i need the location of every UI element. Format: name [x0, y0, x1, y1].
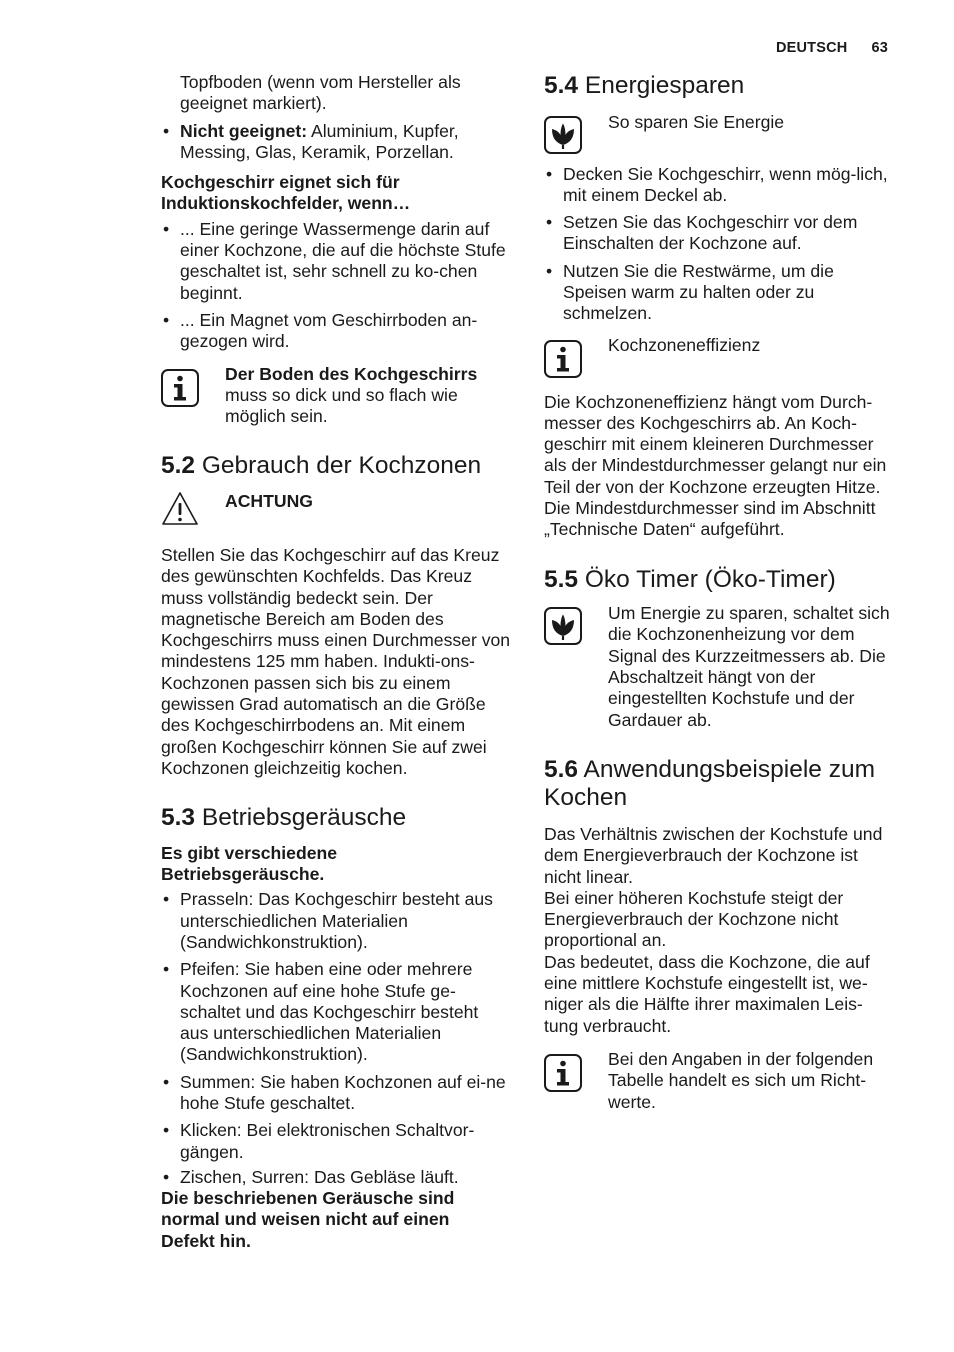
section-heading-5-5: [544, 566, 900, 595]
list-item: • ... Ein Magnet vom Geschirrboden an-gezogen wird.: [161, 310, 515, 353]
list-item: • Prasseln: Das Kochgeschirr besteht aus unterschiedlichen Materialien (Sandwichkonstruktion).: [161, 889, 500, 953]
section-body: Stellen Sie das Kochgeschirr auf das Kreuz des gewünschten Kochfelds. Das Kreuz muss vollständig bedeckt sein. Der magnetische Bereich am Boden des Kochgeschirrs muss einen Durchmesser von mindestens 125 mm haben. Indukti-ons-Kochzonen passen sich bis zu einem gewissen Grad automatisch an die Größe des Kochgeschirrbodens an. Mit einem großen Kochgeschirr können Sie auf zwei Kochzonen gleichzeitig kochen.: [161, 544, 511, 778]
section-number: 5.4: [544, 72, 579, 99]
header-language: DEUTSCH: [775, 40, 848, 56]
page-header: [776, 38, 888, 59]
list-item-not-suitable: [161, 121, 500, 164]
section-heading-5-3: [161, 804, 511, 833]
eco-note: [544, 112, 900, 160]
section-number: 5.2: [161, 452, 196, 480]
noises-intro: Es gibt verschiedene Betriebsgeräusche.: [161, 842, 338, 885]
list-item: • Nutzen Sie die Restwärme, um die Speisen warm zu halten oder zu schmelzen.: [544, 261, 883, 325]
list-item: • Klicken: Bei elektronischen Schaltvor-gängen.: [161, 1120, 510, 1163]
section-heading-5-6: [544, 756, 889, 813]
left-column: [161, 72, 511, 1252]
info-icon: [544, 340, 582, 378]
list-item: • ... Eine geringe Wassermenge darin auf einer Kochzone, die auf die höchste Stufe geschaltet ist, sehr schnell zu ko-chen beginnt.: [161, 219, 515, 304]
paragraph: Das Verhältnis zwischen der Kochstufe und dem Energieverbrauch der Kochzone ist nicht linear.: [544, 823, 883, 887]
noises-closing: Die beschriebenen Geräusche sind normal und weisen nicht auf einen Defekt hin.: [161, 1188, 455, 1251]
list-item: • Zischen, Surren: Das Gebläse läuft.: [161, 1167, 511, 1188]
section-body: [544, 824, 894, 1037]
eco-note-text: Um Energie zu sparen, schaltet sich die Kochzonenheizung vor dem Signal des Kurzzeitmessers ab. Die Abschaltzeit hängt von der eingestellten Kochstufe und der Gardauer ab.: [608, 603, 890, 730]
intro-continuation: Topfboden (wenn vom Hersteller als geeignet markiert).: [180, 72, 461, 114]
info-note: [544, 1049, 900, 1113]
section-title: Anwendungsbeispiele zum Kochen: [544, 755, 875, 812]
info-icon: [544, 1054, 582, 1092]
page-number: 63: [871, 40, 888, 56]
induction-heading: Kochgeschirr eignet sich für Induktionskochfelder, wenn…: [161, 172, 411, 214]
section-body: Die Kochzoneneffizienz hängt vom Durch-messer des Kochgeschirrs ab. An Koch-geschirr mit einem kleineren Durchmesser als der Mindestdurchmesser gelangt nur ein Teil der von der Kochzone erzeugten Hitze. Die Mindestdurchmesser sind im Abschnitt „Technische Daten“ aufgeführt.: [544, 391, 887, 540]
info-note: [544, 335, 900, 383]
section-number: 5.6: [544, 755, 579, 783]
section-number: 5.3: [161, 804, 196, 832]
list-item: • Decken Sie Kochgeschirr, wenn mög-lich, mit einem Deckel ab.: [544, 164, 898, 207]
note-text: [225, 364, 511, 428]
section-title: Gebrauch der Kochzonen: [195, 452, 482, 480]
section-title: Betriebsgeräusche: [195, 804, 407, 832]
paragraph: Bei einer höheren Kochstufe steigt der Energieverbrauch der Kochzone nicht proportional an.: [544, 887, 844, 951]
warning-label: ACHTUNG: [225, 490, 313, 511]
right-column: [544, 72, 900, 1113]
eco-leaf-icon: [544, 607, 582, 645]
warning-icon: [161, 491, 199, 529]
paragraph: Das bedeutet, dass die Kochzone, die auf eine mittlere Kochstufe eingestellt ist, we-niger als die Hälfte ihrer maximalen Leis-tung verbraucht.: [544, 951, 870, 1036]
warning-note: [161, 491, 511, 539]
section-heading-5-2: [161, 452, 511, 481]
info-icon: [161, 369, 199, 407]
eco-note: [544, 603, 900, 731]
section-heading-5-4: [544, 72, 900, 101]
info-note-text: Kochzoneneffizienz: [608, 334, 761, 355]
section-title: Energiesparen: [578, 72, 745, 99]
section-number: 5.5: [544, 565, 579, 593]
section-title: Öko Timer (Öko-Timer): [578, 565, 836, 593]
note-bold: Der Boden des Kochgeschirrs: [225, 363, 478, 384]
eco-note-text: So sparen Sie Energie: [608, 111, 785, 132]
note-rest: muss so dick und so flach wie möglich sein.: [225, 384, 458, 427]
not-suitable-text: Aluminium, Kupfer, Messing, Glas, Keramik, Porzellan.: [180, 120, 459, 162]
info-note-text: Bei den Angaben in der folgenden Tabelle handelt es sich um Richt-werte.: [608, 1048, 874, 1112]
info-note: [161, 364, 511, 428]
eco-leaf-icon: [544, 116, 582, 154]
list-item: • Pfeifen: Sie haben eine oder mehrere Kochzonen auf eine hohe Stufe ge-schaltet und das Kochgeschirr besteht aus unterschiedlichen Materialien (Sandwichkonstruktion).: [161, 959, 510, 1065]
list-item: • Summen: Sie haben Kochzonen auf ei-ne hohe Stufe geschaltet.: [161, 1072, 510, 1115]
list-item: • Setzen Sie das Kochgeschirr vor dem Einschalten der Kochzone auf.: [544, 212, 908, 255]
not-suitable-label: Nicht geeignet:: [180, 120, 308, 141]
